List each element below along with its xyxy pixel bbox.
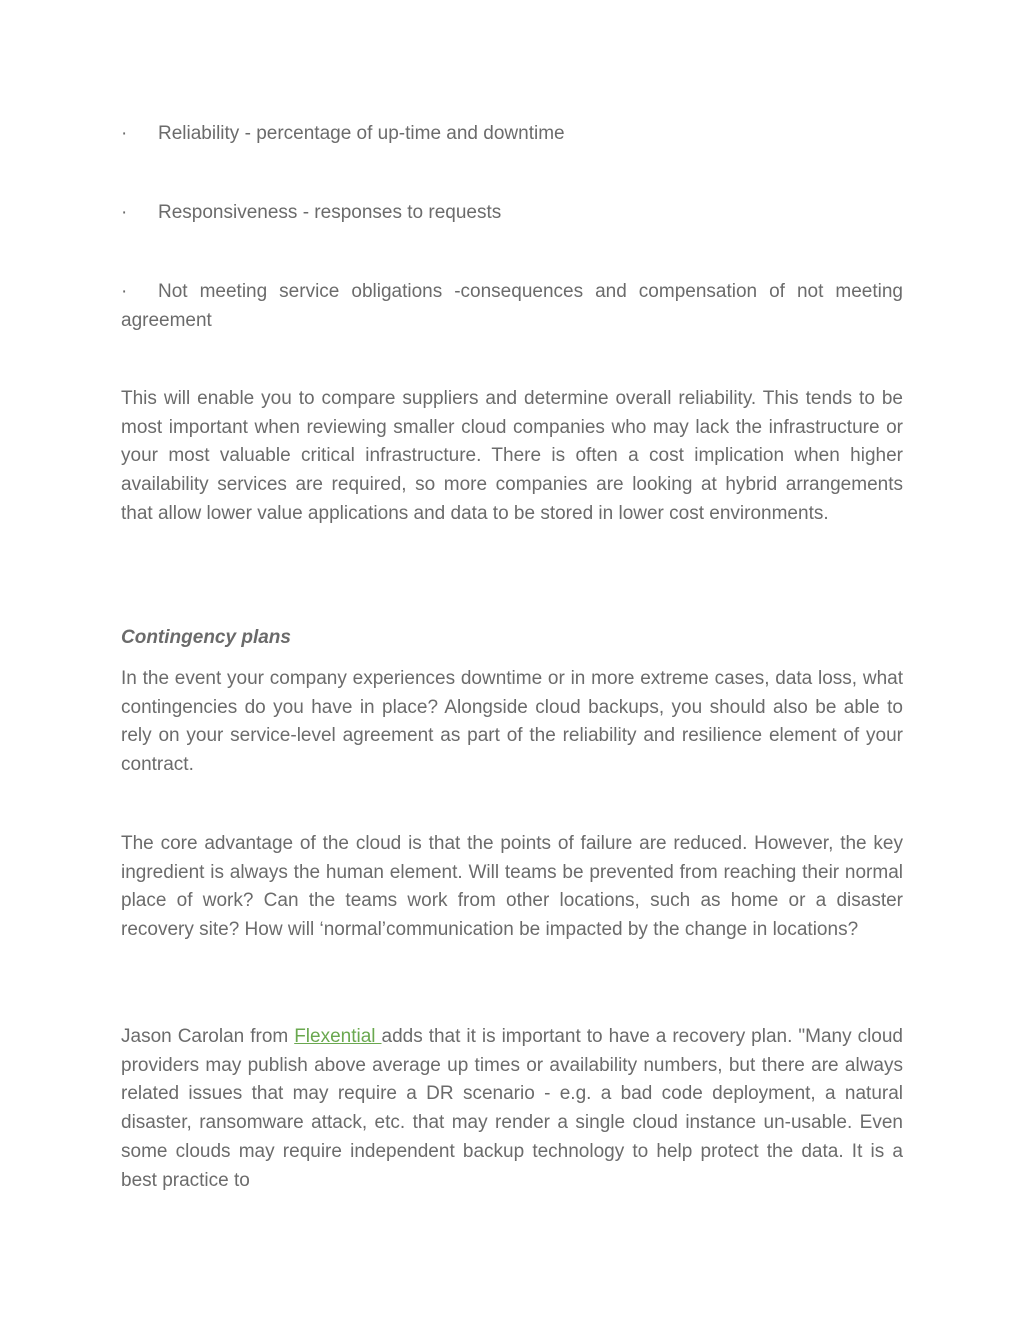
bullet-marker: · — [121, 123, 128, 144]
bullet-text: Responsiveness - responses to requests — [158, 202, 502, 223]
paragraph-text-before-link: Jason Carolan from — [121, 1026, 295, 1047]
bullet-marker: · — [121, 281, 128, 302]
section-heading-contingency: Contingency plans — [121, 627, 291, 648]
bullet-text: Not meeting service obligations -consequences and compensation of not meeting agreement — [121, 281, 903, 331]
paragraph-text-after-link: adds that it is important to have a recovery plan. "Many cloud providers may publish above average up times or availability numbers, but there are always related issues that may require a DR scenario - e.g. a bad code deployment, a natural disaster, ransomware attack, etc. that may render a single cloud instance un-usable. Even some clouds may require independent backup technology to help protect the data. It is a best practice to — [121, 1026, 903, 1191]
paragraph-contingency: In the event your company experiences downtime or in more extreme cases, data loss, what contingencies do you have in place? Alongside cloud backups, you should also be able to rely on your service-level agreement as part of the reliability and resilience element of your contract. — [121, 668, 903, 776]
bullet-obligations — [121, 278, 903, 335]
bullet-text: Reliability - percentage of up-time and downtime — [158, 123, 565, 144]
bullet-reliability — [121, 120, 903, 149]
paragraph-compare-suppliers: This will enable you to compare suppliers and determine overall reliability. This tends to be most important when reviewing smaller cloud companies who may lack the infrastructure or your most valuable critical infrastructure. There is often a cost implication when higher availability services are required, so more companies are looking at hybrid arrangements that allow lower value applications and data to be stored in lower cost environments. — [121, 388, 903, 524]
bullet-responsiveness — [121, 199, 903, 228]
paragraph-core-advantage: The core advantage of the cloud is that the points of failure are reduced. However, the key ingredient is always the human element. Will teams be prevented from reaching their normal place of work? Can the teams work from other locations, such as home or a disaster recovery site? How will ‘normal’communication be impacted by the change in locations? — [121, 833, 903, 941]
paragraph-jason-carolan — [121, 1023, 903, 1195]
flexential-link[interactable]: Flexential — [294, 1026, 382, 1047]
bullet-marker: · — [121, 202, 128, 223]
